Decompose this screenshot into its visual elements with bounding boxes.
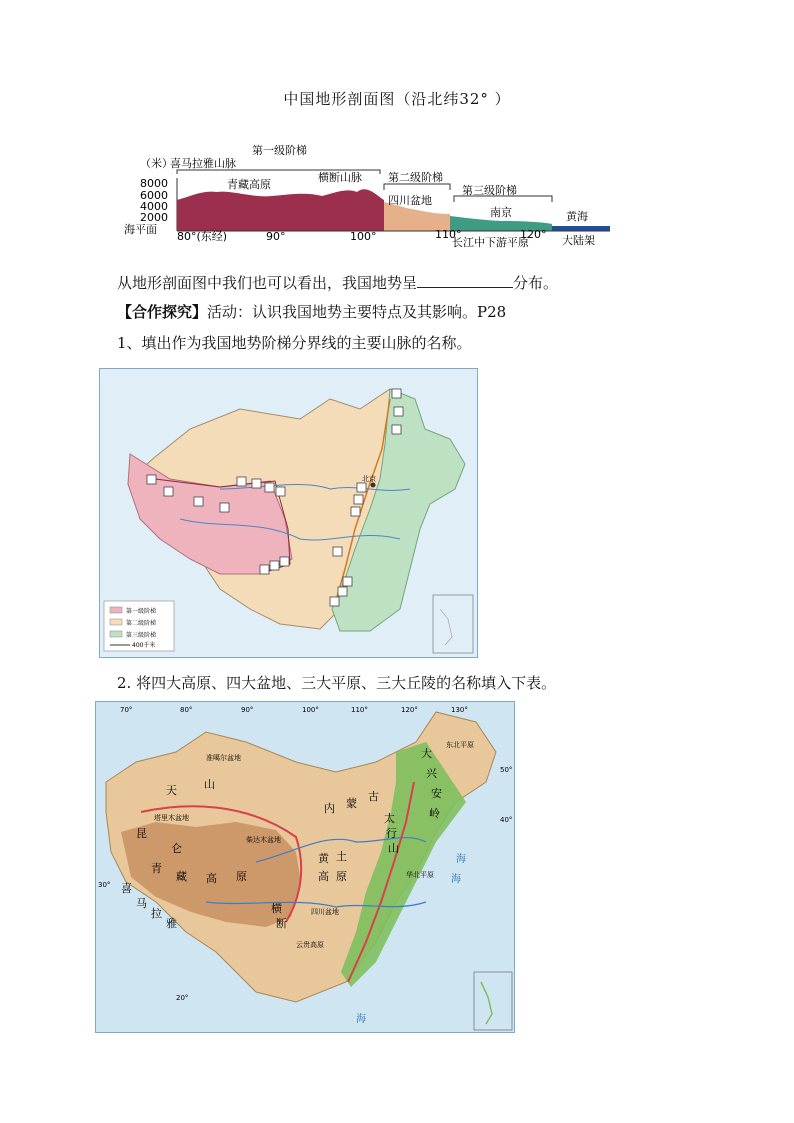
place: 横 [271, 902, 282, 915]
place: 柴达木盆地 [246, 836, 281, 844]
place: 岭 [429, 807, 440, 820]
place-label: 四川盆地 [388, 194, 432, 207]
place: 蒙 [346, 797, 357, 810]
place: 昆 [136, 827, 147, 840]
lon-label: 120° [401, 706, 418, 714]
y-tick: 4000 [140, 200, 168, 213]
place: 内 [324, 802, 335, 815]
y-tick: 2000 [140, 211, 168, 224]
place: 山 [204, 778, 215, 791]
legend-step2: 第二级阶梯 [126, 620, 157, 627]
place: 高 [318, 870, 329, 883]
x-tick: 90° [266, 230, 286, 243]
place: 青 [151, 862, 162, 875]
map-terrain-steps [99, 368, 478, 658]
step1-area [177, 189, 384, 231]
place: 高 [206, 872, 217, 885]
section-text: 活动：认识我国地势主要特点及其影响。P28 [207, 303, 507, 321]
lon-label: 110° [351, 706, 368, 714]
place: 大 [421, 747, 432, 760]
lon-label: 100° [302, 706, 319, 714]
y-tick: 海平面 [124, 223, 157, 236]
place: 马 [136, 897, 147, 910]
map1-legend [104, 601, 174, 651]
profile-unit: （米） [140, 157, 173, 170]
sentence-before: 从地形剖面图中我们也可以看出，我国地势呈 [117, 274, 418, 292]
place: 安 [431, 787, 442, 800]
question-1: 1、填出作为我国地势阶梯分界线的主要山脉的名称。 [117, 334, 472, 352]
place: 土 [336, 850, 347, 863]
place: 天 [166, 784, 177, 797]
y-tick: 6000 [140, 189, 168, 202]
section-heading [117, 301, 506, 322]
place-label: 黄海 [566, 210, 588, 223]
lat-label: 50° [500, 766, 513, 774]
place: 古 [368, 790, 379, 803]
place: 四川盆地 [311, 908, 339, 916]
sea-area [552, 226, 610, 231]
y-tick: 8000 [140, 177, 168, 190]
place-label: 喜马拉雅山脉 [170, 157, 236, 170]
sea-label: 海 [356, 1014, 366, 1025]
lon-label: 90° [241, 706, 254, 714]
sea-label: 海 [451, 874, 461, 885]
lon-label: 130° [451, 706, 468, 714]
place: 准噶尔盆地 [206, 754, 241, 762]
place: 雅 [166, 917, 177, 930]
lat-label: 40° [500, 816, 513, 824]
place: 黄 [318, 852, 329, 865]
sentence-after: 分布。 [513, 274, 559, 292]
x-tick: 100° [350, 230, 377, 243]
section-bracket: 【合作探究】 [117, 303, 208, 321]
x-tick: 80°(东经) [177, 230, 228, 243]
map-physical-china [95, 701, 515, 1033]
place: 行 [386, 827, 397, 840]
place: 山 [388, 842, 399, 855]
question-2: 2. 将四大高原、四大盆地、三大平原、三大丘陵的名称填入下表。 [117, 674, 557, 692]
legend-step3: 第三级阶梯 [126, 632, 157, 639]
page-title: 中国地形剖面图（沿北纬32° ） [283, 90, 511, 108]
place: 兴 [426, 767, 437, 780]
place: 华北平原 [406, 871, 434, 879]
legend-step1: 第一级阶梯 [126, 608, 157, 615]
place: 喜 [121, 882, 132, 895]
beijing-label: 北京 [362, 475, 376, 483]
scale-label: 400千米 [132, 642, 156, 649]
place: 太 [384, 812, 395, 825]
x-tick: 120° [520, 228, 547, 241]
place-label: 南京 [490, 206, 512, 219]
sea-label: 海 [456, 854, 466, 865]
place: 云贵高原 [296, 941, 324, 949]
place: 东北平原 [446, 741, 474, 749]
place: 原 [336, 870, 347, 883]
step-label: 第三级阶梯 [462, 184, 517, 197]
place-label: 长江中下游平原 [452, 236, 529, 249]
sentence [117, 272, 558, 293]
step-label: 第二级阶梯 [388, 171, 443, 184]
place-label: 横断山脉 [318, 171, 362, 184]
x-tick: 110° [435, 228, 462, 241]
place: 藏 [176, 870, 187, 883]
answer-blank[interactable] [417, 273, 513, 288]
place: 断 [276, 917, 287, 930]
place: 拉 [151, 907, 162, 920]
place-label: 青藏高原 [227, 178, 271, 191]
lat-label: 20° [176, 994, 189, 1002]
place: 塔里木盆地 [154, 814, 189, 822]
place: 原 [236, 870, 247, 883]
place-label: 大陆架 [562, 234, 595, 247]
step-label: 第一级阶梯 [252, 144, 307, 157]
lon-label: 70° [120, 706, 133, 714]
lon-label: 80° [180, 706, 193, 714]
lat-label: 30° [98, 881, 111, 889]
place: 仑 [171, 842, 182, 855]
terrain-profile [122, 140, 612, 252]
